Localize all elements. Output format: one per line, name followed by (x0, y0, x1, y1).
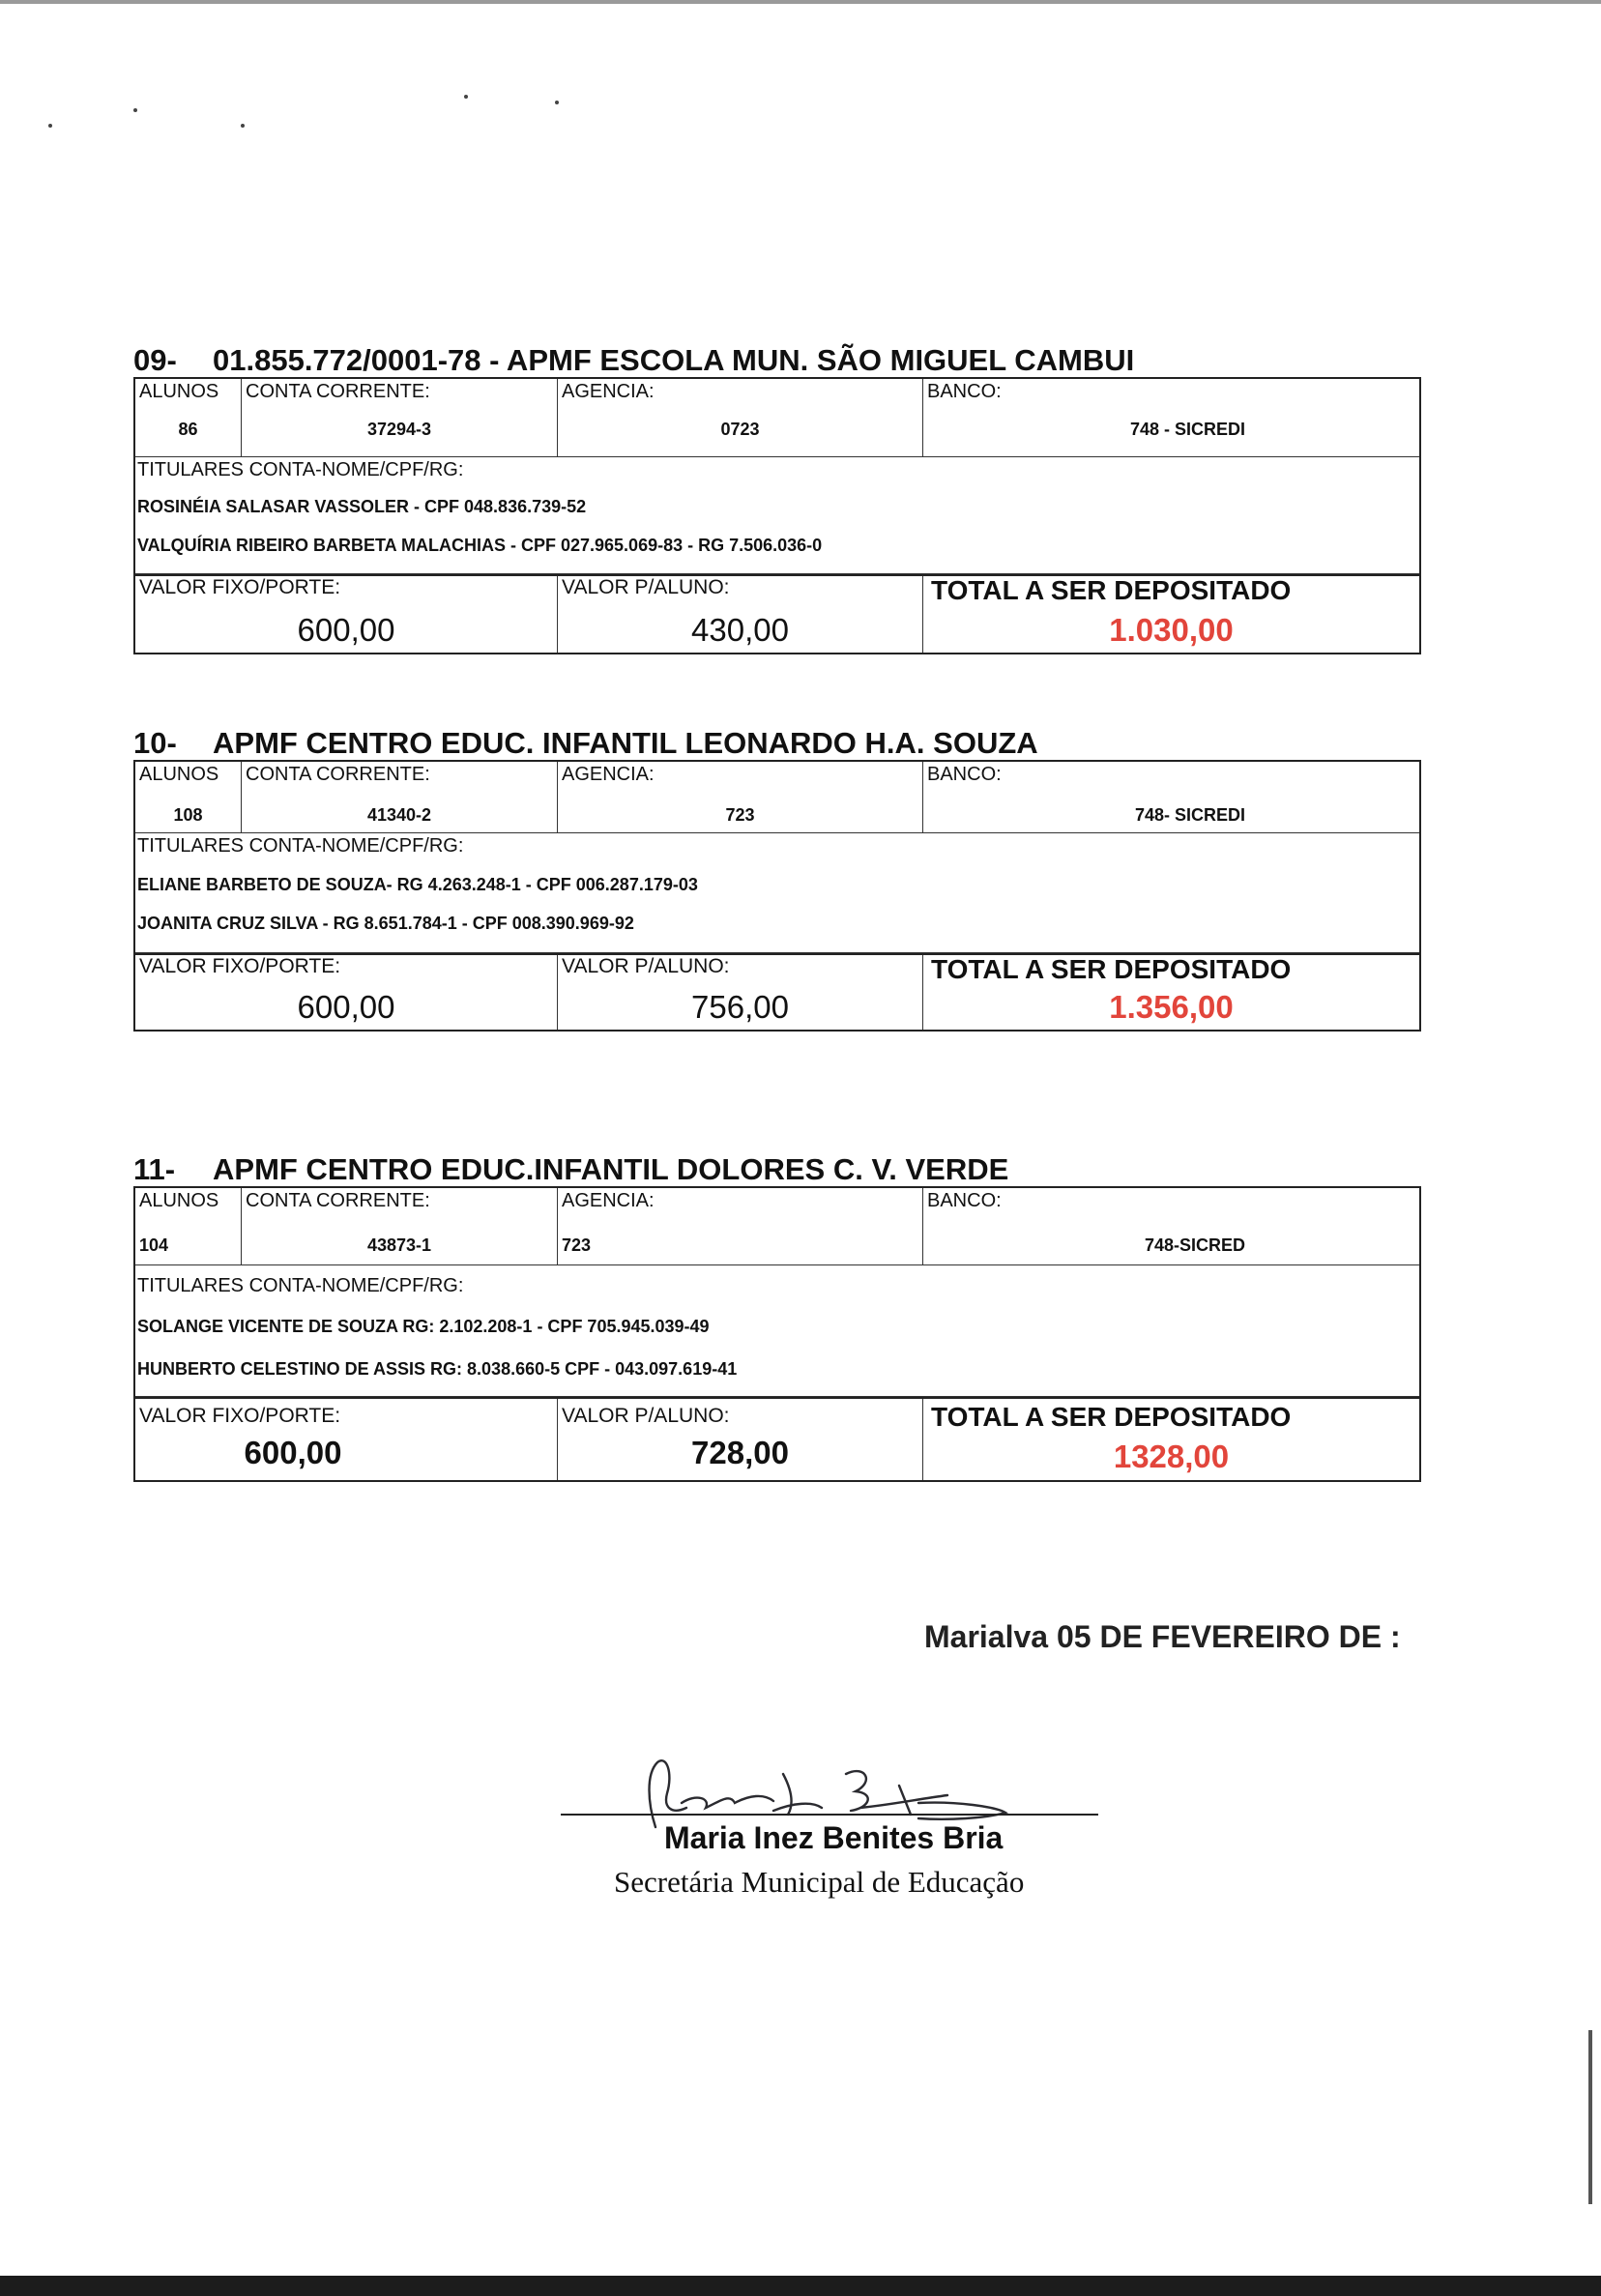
valor-fixo-label: VALOR FIXO/PORTE: (139, 1405, 341, 1427)
agencia-cell (558, 762, 923, 833)
valor-fixo-value: 600,00 (244, 1435, 342, 1470)
valor-fixo-label: VALOR FIXO/PORTE: (139, 576, 341, 598)
alunos-value: 108 (173, 805, 203, 825)
titular-line: HUNBERTO CELESTINO DE ASSIS RG: 8.038.660-5 CPF - 043.097.619-41 (137, 1359, 738, 1379)
conta-cell (242, 762, 558, 833)
total-value: 1.356,00 (1109, 989, 1234, 1025)
valor-fixo-label: VALOR FIXO/PORTE: (139, 955, 341, 977)
signatory-name: Maria Inez Benites Bria (664, 1820, 1004, 1855)
banco-cell (923, 1188, 1419, 1265)
agencia-value: 723 (725, 805, 755, 825)
valores-row (133, 1399, 1421, 1482)
titular-line: ROSINÉIA SALASAR VASSOLER - CPF 048.836.739-52 (137, 497, 587, 516)
alunos-label: ALUNOS (139, 764, 219, 785)
titulares-label: TITULARES CONTA-NOME/CPF/RG: (137, 835, 464, 857)
entry-name: 01.855.772/0001-78 - APMF ESCOLA MUN. SÃO MIGUEL CAMBUI (213, 343, 1135, 377)
entry-number: 10- (133, 726, 177, 760)
valor-fixo-cell (135, 955, 558, 1030)
alunos-cell (135, 379, 242, 457)
total-cell (923, 576, 1419, 653)
alunos-value: 104 (139, 1235, 169, 1255)
total-label: TOTAL A SER DEPOSITADO (931, 575, 1292, 605)
agencia-label: AGENCIA: (562, 1190, 655, 1211)
titulares-label: TITULARES CONTA-NOME/CPF/RG: (137, 1275, 464, 1296)
titulares-cell (135, 1265, 1419, 1397)
scan-speck (555, 101, 559, 104)
valor-aluno-cell (558, 955, 923, 1030)
valor-aluno-label: VALOR P/ALUNO: (562, 955, 730, 977)
agencia-label: AGENCIA: (562, 381, 655, 402)
valor-aluno-label: VALOR P/ALUNO: (562, 1405, 730, 1427)
entry-table (133, 377, 1421, 576)
titular-line: JOANITA CRUZ SILVA - RG 8.651.784-1 - CPF 008.390.969-92 (137, 914, 634, 933)
signatory-role: Secretária Municipal de Educação (614, 1865, 1025, 1899)
date-line: Marialva 05 DE FEVEREIRO DE : (924, 1619, 1401, 1654)
banco-cell (923, 762, 1419, 833)
entry-title (133, 344, 1421, 377)
titular-line: VALQUÍRIA RIBEIRO BARBETA MALACHIAS - CPF 027.965.069-83 - RG 7.506.036-0 (137, 536, 823, 555)
valor-aluno-cell (558, 576, 923, 653)
total-value: 1.030,00 (1109, 612, 1234, 648)
alunos-cell (135, 1188, 242, 1265)
scan-speck (133, 108, 137, 112)
conta-label: CONTA CORRENTE: (246, 1190, 430, 1211)
conta-label: CONTA CORRENTE: (246, 764, 430, 785)
banco-value: 748-SICRED (1144, 1235, 1245, 1255)
valores-row (133, 576, 1421, 654)
entry-title (133, 1153, 1421, 1186)
valor-fixo-value: 600,00 (297, 612, 395, 648)
valor-aluno-value: 756,00 (691, 989, 789, 1025)
agencia-value: 0723 (720, 420, 760, 439)
total-cell (923, 1399, 1419, 1480)
alunos-value: 86 (178, 420, 198, 439)
valores-row (133, 955, 1421, 1032)
total-label: TOTAL A SER DEPOSITADO (931, 954, 1292, 984)
entry-name: APMF CENTRO EDUC.INFANTIL DOLORES C. V. VERDE (213, 1152, 1009, 1186)
scan-speck (241, 124, 245, 128)
entry-number: 11- (133, 1152, 176, 1186)
valor-fixo-cell (135, 576, 558, 653)
scan-speck (48, 124, 52, 128)
banco-label: BANCO: (927, 1190, 1002, 1211)
valor-fixo-value: 600,00 (297, 989, 395, 1025)
agencia-cell (558, 379, 923, 457)
valor-aluno-cell (558, 1399, 923, 1480)
alunos-label: ALUNOS (139, 1190, 219, 1211)
entry-table (133, 760, 1421, 955)
titular-line: ELIANE BARBETO DE SOUZA- RG 4.263.248-1 - CPF 006.287.179-03 (137, 875, 698, 894)
signature-block (541, 1735, 1121, 1958)
agencia-cell (558, 1188, 923, 1265)
alunos-label: ALUNOS (139, 381, 219, 402)
total-cell (923, 955, 1419, 1030)
titulares-label: TITULARES CONTA-NOME/CPF/RG: (137, 459, 464, 480)
valor-fixo-cell (135, 1399, 558, 1480)
total-label: TOTAL A SER DEPOSITADO (931, 1402, 1292, 1432)
agencia-label: AGENCIA: (562, 764, 655, 785)
scan-edge-right (1588, 2030, 1592, 2204)
valor-aluno-value: 728,00 (691, 1435, 789, 1470)
valor-aluno-label: VALOR P/ALUNO: (562, 576, 730, 598)
banco-label: BANCO: (927, 381, 1002, 402)
signature-line (561, 1814, 1098, 1816)
alunos-cell (135, 762, 242, 833)
scan-speck (464, 95, 468, 99)
entry-number: 09- (133, 343, 177, 377)
scan-edge-bottom (0, 2276, 1601, 2296)
titular-line: SOLANGE VICENTE DE SOUZA RG: 2.102.208-1 - CPF 705.945.039-49 (137, 1317, 710, 1336)
agencia-value: 723 (562, 1235, 592, 1255)
entry-10 (133, 727, 1421, 1032)
conta-value: 41340-2 (366, 805, 432, 825)
conta-label: CONTA CORRENTE: (246, 381, 430, 402)
banco-cell (923, 379, 1419, 457)
titulares-cell (135, 457, 1419, 574)
banco-value: 748 - SICREDI (1129, 420, 1245, 439)
conta-cell (242, 1188, 558, 1265)
titulares-cell (135, 833, 1419, 953)
conta-cell (242, 379, 558, 457)
total-value: 1328,00 (1113, 1439, 1230, 1474)
entry-table (133, 1186, 1421, 1399)
scan-edge-top (0, 0, 1601, 4)
entry-11 (133, 1153, 1421, 1482)
entry-09 (133, 344, 1421, 654)
conta-value: 37294-3 (366, 420, 432, 439)
valor-aluno-value: 430,00 (691, 612, 789, 648)
entry-name: APMF CENTRO EDUC. INFANTIL LEONARDO H.A. SOUZA (213, 726, 1038, 760)
banco-value: 748- SICREDI (1134, 805, 1245, 825)
conta-value: 43873-1 (366, 1235, 432, 1255)
entry-title (133, 727, 1421, 760)
banco-label: BANCO: (927, 764, 1002, 785)
